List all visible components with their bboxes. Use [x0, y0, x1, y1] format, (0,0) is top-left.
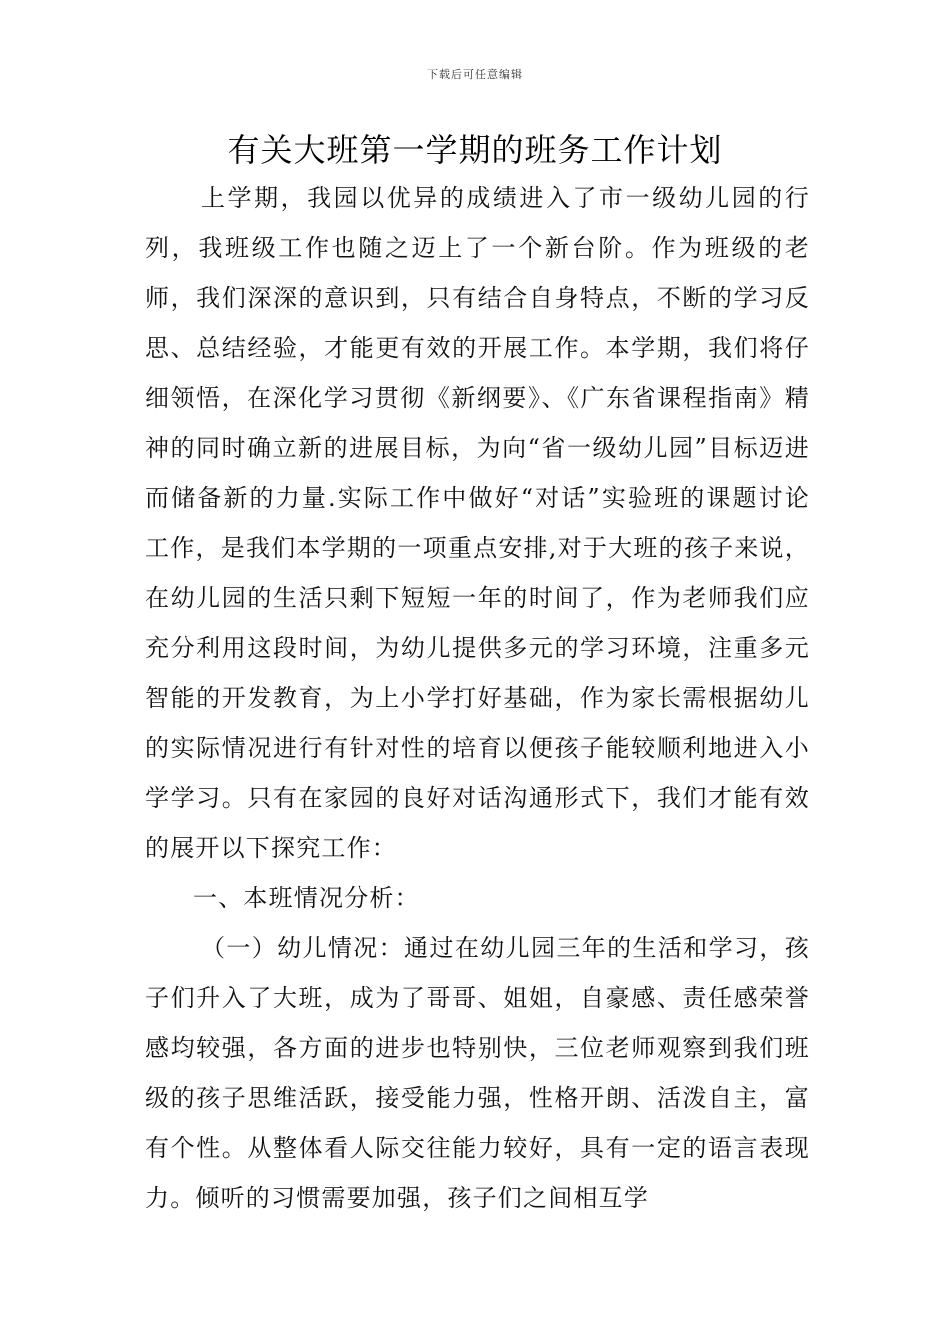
- intro-paragraph: 上学期，我园以优异的成绩进入了市一级幼儿园的行列，我班级工作也随之迈上了一个新台阶。作为班级的老师，我们深深的意识到，只有结合自身特点，不断的学习反思、总结经验，才能更有效的开展工作。本学期，我们将仔细领悟，在深化学习贯彻《新纲要》、《广东省课程指南》精神的同时确立新的进展目标，为向“省一级幼儿园”目标迈进而储备新的力量.实际工作中做好“对话”实验班的课题讨论工作，是我们本学期的一项重点安排,对于大班的孩子来说，在幼儿园的生活只剩下短短一年的时间了，作为老师我们应充分利用这段时间，为幼儿提供多元的学习环境，注重多元智能的开发教育，为上小学打好基础，作为家长需根据幼儿的实际情况进行有针对性的培育以便孩子能较顺利地进入小学学习。只有在家园的良好对话沟通形式下，我们才能有效的展开以下探究工作：: [145, 184, 810, 862]
- subsection-paragraph: （一）幼儿情况：通过在幼儿园三年的生活和学习，孩子们升入了大班，成为了哥哥、姐姐，自豪感、责任感荣誉感均较强，各方面的进步也特别快，三位老师观察到我们班级的孩子思维活跃，接受能力强，性格开朗、活泼自主，富有个性。从整体看人际交往能力较好，具有一定的语言表现力。倾听的习惯需要加强，孩子们之间相互学: [145, 934, 810, 1212]
- header-note: 下载后可任意编辑: [427, 68, 523, 81]
- section-heading: 一、本班情况分析：: [193, 884, 420, 912]
- document-body: [145, 173, 810, 1223]
- document-title: 有关大班第一学期的班务工作计划: [227, 131, 723, 169]
